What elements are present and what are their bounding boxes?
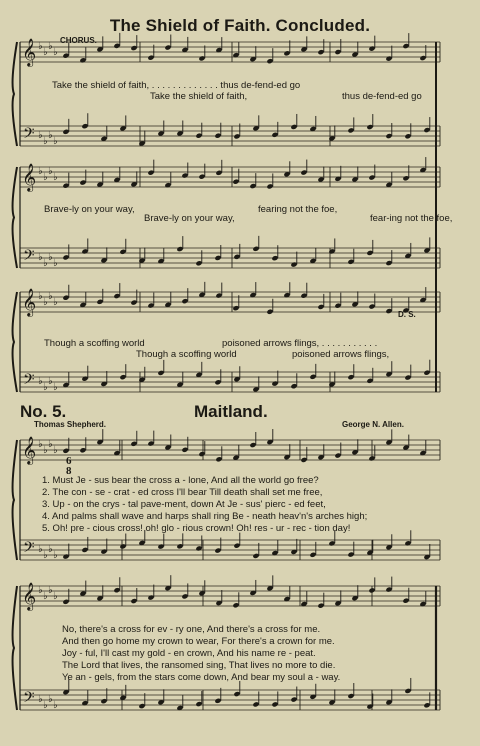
flat-sign: ♭: [43, 700, 48, 711]
flat-sign: ♭: [53, 136, 58, 147]
flat-sign: ♭: [38, 252, 43, 263]
treble-clef: 𝄞: [22, 436, 37, 464]
flat-sign: ♭: [43, 591, 48, 602]
flat-sign: ♭: [43, 172, 48, 183]
flat-sign: ♭: [43, 258, 48, 269]
flat-sign: ♭: [53, 591, 58, 602]
flat-sign: ♭: [43, 382, 48, 393]
flat-sign: ♭: [53, 47, 58, 58]
hymn-number: No. 5.: [20, 402, 67, 421]
bass-clef: 𝄢: [23, 689, 35, 710]
lyric-line: Though a scoffing world: [136, 349, 237, 360]
flat-sign: ♭: [48, 166, 53, 177]
refrain-line: Joy - ful, I'll cast my gold - en crown, And his name re - peat.: [62, 648, 316, 659]
flat-sign: ♭: [38, 694, 43, 705]
lyric-line: thus de-fend-ed go: [342, 91, 422, 102]
flat-sign: ♭: [53, 445, 58, 456]
flat-sign: ♭: [38, 291, 43, 302]
flat-sign: ♭: [53, 382, 58, 393]
flat-sign: ♭: [53, 172, 58, 183]
flat-sign: ♭: [48, 376, 53, 387]
composer-credit: George N. Allen.: [342, 420, 404, 429]
verse-line: 4. And palms shall wave and harps shall ring Be - neath heav'n's arches high;: [42, 511, 368, 522]
system-brace: [13, 586, 17, 710]
system-brace: [13, 440, 17, 560]
flat-sign: ♭: [38, 439, 43, 450]
refrain-line: Ye an - gels, from the stars come down, And bear my soul a - way.: [62, 672, 341, 683]
refrain-line: No, there's a cross for ev - ry one, And there's a cross for me.: [62, 624, 321, 635]
lyric-line: poisoned arrows flings,: [292, 349, 390, 360]
flat-sign: ♭: [48, 439, 53, 450]
lyric-line: poisoned arrows flings, . . . . . . . . . . .: [222, 338, 378, 349]
flat-sign: ♭: [38, 130, 43, 141]
flat-sign: ♭: [38, 376, 43, 387]
flat-sign: ♭: [48, 252, 53, 263]
author-credit: Thomas Shepherd.: [34, 420, 107, 429]
flat-sign: ♭: [53, 258, 58, 269]
flat-sign: ♭: [38, 585, 43, 596]
flat-sign: ♭: [48, 41, 53, 52]
bass-clef: 𝄢: [23, 247, 35, 268]
refrain-line: And then go home my crown to wear, For there's a crown for me.: [62, 636, 335, 647]
hymn-title: Maitland.: [194, 402, 268, 421]
time-signature: 8: [66, 465, 72, 477]
time-signature: 6: [66, 455, 72, 467]
flat-sign: ♭: [48, 694, 53, 705]
verse-line: 2. The con - se - crat - ed cross I'll bear Till death shall set me free,: [42, 487, 323, 498]
flat-sign: ♭: [53, 297, 58, 308]
flat-sign: ♭: [53, 700, 58, 711]
lyric-line: Brave-ly on your way,: [144, 213, 235, 224]
verse-line: 1. Must Je - sus bear the cross a - lone, And all the world go free?: [42, 475, 319, 486]
lyric-line: Brave-ly on your way,: [44, 204, 135, 215]
system-brace: [13, 42, 17, 146]
lyric-line: fear-ing not the foe,: [370, 213, 453, 224]
treble-clef: 𝄞: [22, 288, 37, 316]
system-brace: [13, 292, 17, 392]
refrain-line: The Lord that lives, the ransomed sing, That lives no more to die.: [62, 660, 336, 671]
treble-clef: 𝄞: [22, 38, 37, 66]
verse-line: 5. Oh! pre - cious cross! oh! glo - rious crown! Oh! res - ur - rec - tion day!: [42, 523, 351, 534]
flat-sign: ♭: [48, 585, 53, 596]
flat-sign: ♭: [43, 550, 48, 561]
system-brace: [13, 167, 17, 268]
lyric-line: Though a scoffing world: [44, 338, 145, 349]
flat-sign: ♭: [43, 445, 48, 456]
lyric-line: Take the shield of faith,: [150, 91, 248, 102]
flat-sign: ♭: [38, 166, 43, 177]
bass-clef: 𝄢: [23, 539, 35, 560]
lyric-line: Take the shield of faith, . . . . . . . . . . . . . thus de-fend-ed go: [52, 80, 301, 91]
flat-sign: ♭: [48, 130, 53, 141]
chorus-label: CHORUS.: [60, 36, 97, 45]
page-title: The Shield of Faith. Concluded.: [109, 16, 371, 35]
treble-clef: 𝄞: [22, 163, 37, 191]
flat-sign: ♭: [43, 47, 48, 58]
bass-clef: 𝄢: [23, 371, 35, 392]
ds-mark: D. S.: [398, 310, 416, 319]
flat-sign: ♭: [48, 291, 53, 302]
flat-sign: ♭: [53, 550, 58, 561]
flat-sign: ♭: [48, 544, 53, 555]
verse-line: 3. Up - on the crys - tal pave-ment, down At Je - sus' pierc - ed feet,: [42, 499, 326, 510]
lyric-line: fearing not the foe,: [258, 204, 338, 215]
bass-clef: 𝄢: [23, 125, 35, 146]
treble-clef: 𝄞: [22, 582, 37, 610]
flat-sign: ♭: [38, 544, 43, 555]
flat-sign: ♭: [38, 41, 43, 52]
flat-sign: ♭: [43, 136, 48, 147]
flat-sign: ♭: [43, 297, 48, 308]
